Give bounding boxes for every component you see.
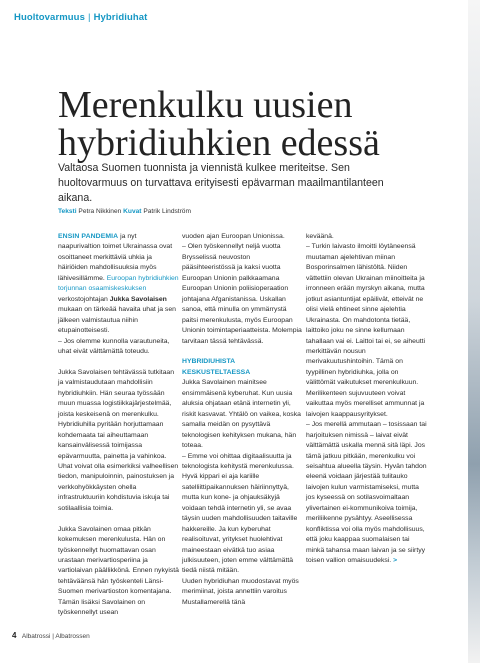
text-column-1	[58, 232, 179, 619]
section-label: Huoltovarmuus	[14, 12, 85, 23]
page-footer	[12, 631, 90, 640]
col1-paragraph-2: – Jos olemme kunnolla varautuneita, uhat eivät välttämättä toteudu.	[58, 337, 170, 355]
col2-paragraph-2: – Olen työskennellyt neljä vuotta Brysselissä neuvoston pääsihteeristössä ja kaksi vuotta Euroopan Unionin palkkaamana Euroopan Unionin poliisioperaation johtajana Afganistanissa. Uskallan sanoa, että minulla on ymmärrystä paitsi merenkulusta, myös Euroopan Unionin toimintaperiaatteista. Molempia tarvitaan tässä tehtävässä.	[182, 243, 302, 345]
continue-arrow-icon: >	[391, 557, 398, 565]
col2-paragraph-1: vuoden ajan Euroopan Unionissa.	[182, 233, 285, 240]
col1-paragraph-4: Jukka Savolainen omaa pitkän kokemuksen merenkulusta. Hän on työskennellyt huomattavan osan urastaan merivartiosperiina ja vartiolaivan päällikkönä. Ennen nykyistä tehtäväänsä hän työskenteli Länsi-Suomen merivartioston komentajana. Tämän lisäksi Savolainen on työskennellyt usean	[58, 525, 179, 617]
col3-paragraph-1: keväänä.	[306, 233, 334, 240]
publication-name: Albatrossi | Albatrossen	[21, 633, 90, 640]
page-edge-photo-strip	[468, 0, 480, 663]
credit-photo-name: Patrik Lindström	[143, 208, 191, 215]
credit-text-name: Petra Nikkinen	[78, 208, 122, 215]
col2-paragraph-5: Uuden hybridiuhan muodostavat myös merimiinat, joista annettiin varoitus Mustallamerellä tänä	[182, 577, 299, 606]
hybrid-coe-mention: Euroopan hybridiuhkien torjunnan osaamiskeskuksen	[58, 274, 179, 293]
col2-paragraph-4: – Emme voi ohittaa digitaalisuutta ja teknologista kehitystä merenkulussa. Hyvä kippari ei aja kariille satelliittipaikannuksen häiriinnyttyä, mutta kun kone- ja ohjauksäkyjä voidaan tehdä internetin yli, se avaa täysin uuden mahdollisuuden taitaville hakkereille. Ja kun kyberuhat realisoituvat, yritykset huolehtivat maineestaan eivätkä tuo asiaa julkisuuteen, joten emme välttämättä tiedä niistä mitään.	[182, 452, 298, 575]
section-divider: |	[87, 12, 91, 23]
text-column-2	[182, 232, 303, 608]
col1-paragraph-1: ENSIN PANDEMIA ja nyt naapurivaltion toimet Ukrainassa ovat osoittaneet merkittäviä uhkia ja häiriöiden mahdollisuuksia myös lähivesillämme. Euroopan hybridiuhkien torjunnan osaamiskeskuksen verkostojohtajan Jukka Savolaisen mukaan on tärkeää havaita uhat ja sen jälkeen valmistautua niihin etupainotteisesti.	[58, 233, 179, 335]
title-line-2: hybridiuhkien edessä	[58, 122, 380, 164]
col3-paragraph-4: – Jos merellä ammutaan – tosissaan tai harjoituksen nimissä – laivat eivät välttämättä uskalla mennä sitä läpi. Jos tämä jatkuu pitkään, merenkulku voi seisahtua alueella täysin. Hyvän tahdon eleenä voidaan järjestää tulitauko laivojen kulun varmistamiseksi, mutta jos kyseessä on sotilasvoimaltaan ylivertainen ei-kommunikoiva toimija, meriliikenne pysähtyy. Aseellisessa konfliktissa voi olla myös mahdollisuus, että joku kaappaa suomalaisen tai minkä tahansa maan laivan ja se siirtyy toisen vallion omaisuudeksi. >	[306, 421, 427, 565]
article-credits	[58, 208, 191, 215]
page-number: 4	[12, 631, 17, 640]
col3-paragraph-2: – Turkin laivasto ilmoitti löytäneensä muutaman ajelehtivan miinan Bosporinsalmen lähistöltä. Niiden vättettiin olevan Ukrainan miinoitteita ja irronneen erään myrskyn aikana, mutta jotkut asiantuntijat epäilivät, etteivät ne olisi vielä ehtineet sinne ajelehtia Ukrainasta. On mahdotonta tietää, laittoiko joku ne sinne kellumaan tahallaan vai ei. Laittoi tai ei, se aiheutti merkittävän nousun merivakuutushintoihin. Tämä on tyypillinen hybridiuhka, jolla on välittömät vaikutukset merenkulkuun.	[306, 243, 426, 387]
credit-photo-label: Kuvat	[123, 208, 142, 215]
credit-text-label: Teksti	[58, 208, 77, 215]
article-title	[58, 86, 418, 162]
section-header	[14, 12, 147, 23]
title-line-1: Merenkulku uusien	[58, 84, 353, 126]
col1-lead-in: ENSIN PANDEMIA	[58, 233, 119, 240]
col2-subheading: HYBRIDIUHISTA KESKUSTELTAESSA	[182, 358, 251, 376]
col3-paragraph-3: Merilikenteen sujuvuuteen voivat vaikuttaa myös merelliset ammunnat ja laivojen kaappausyritykset.	[306, 389, 425, 418]
article-lead: Valtaosa Suomen tuonnista ja viennistä kulkee meriteitse. Sen huoltovarmuus on turvattava erityisesti epävarman maailmantilanteen aikana.	[58, 162, 384, 204]
text-column-3	[306, 232, 427, 567]
subsection-label: Hybridiuhat	[93, 12, 148, 23]
col2-paragraph-3: Jukka Savolainen mainitsee ensimmäisenä kyberuhat. Kun uusia aluksia ohjataan etänä internetin yli, riskit kasvavat. Yhtälö on vaikea, koska samalla meidän on pysyttävä teknologisen kehityksen mukana, hän toteaa.	[182, 379, 301, 450]
col1-paragraph-3: Jukka Savolaisen tehtävässä tutkitaan ja valmistaudutaan mahdollisiin hybridiuhkiin. Hän seuraa työssään muun muassa logistiikkajärjestelmää, joista keskeisenä on merenkulku. Hybridiuhilla pyritään horjuttamaan kohdemaata tai aiheuttamaan kansainvälisessä toimijassa epävarmuutta, painetta ja vahinkoa. Uhat voivat olla esimerkiksi valheellisen tiedon, manipuloinnin, painostuksen ja verkkohyökkäysten ohella infrastruktuuriin kohdistuvia iskuja tai sotilaallisia toimia.	[58, 368, 179, 512]
person-name: Jukka Savolaisen	[109, 295, 167, 303]
